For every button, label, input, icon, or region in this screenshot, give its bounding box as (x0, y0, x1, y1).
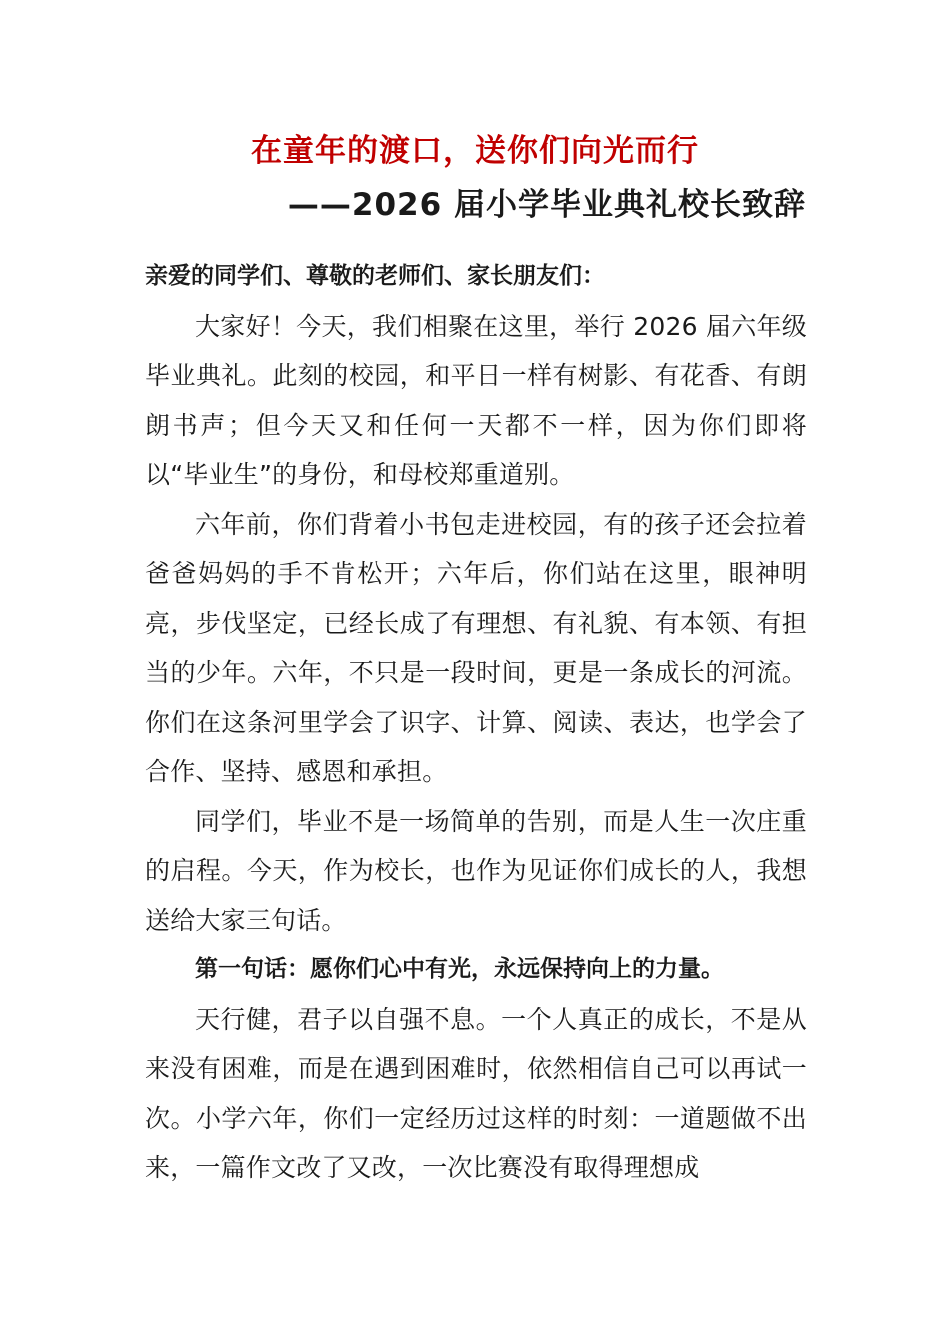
paragraph: 大家好！今天，我们相聚在这里，举行 2026 届六年级毕业典礼。此刻的校园，和平日一样有树影、有花香、有朗朗书声；但今天又和任何一天都不一样，因为你们即将以“毕业生”的身份，和母校郑重道别。 (145, 311, 807, 489)
paragraph: 天行健，君子以自强不息。一个人真正的成长，不是从来没有困难，而是在遇到困难时，依然相信自己可以再试一次。小学六年，你们一定经历过这样的时刻：一道题做不出来，一篇作文改了又改，一次比赛没有取得理想成 (145, 1004, 807, 1182)
paragraph: 同学们，毕业不是一场简单的告别，而是人生一次庄重的启程。今天，作为校长，也作为见证你们成长的人，我想送给大家三句话。 (145, 806, 807, 935)
document-subtitle: ——2026 届小学毕业典礼校长致辞 (287, 187, 806, 223)
salutation: 亲爱的同学们、尊敬的老师们、家长朋友们： (145, 263, 605, 289)
paragraph: 六年前，你们背着小书包走进校园，有的孩子还会拉着爸爸妈妈的手不肯松开；六年后，你们站在这里，眼神明亮，步伐坚定，已经长成了有理想、有礼貌、有本领、有担当的少年。六年，不只是一段时间，更是一条成长的河流。你们在这条河里学会了识字、计算、阅读、表达，也学会了合作、坚持、感恩和承担。 (145, 509, 807, 786)
section-heading: 第一句话：愿你们心中有光，永远保持向上的力量。 (195, 956, 724, 982)
document-title: 在童年的渡口，送你们向光而行 (251, 133, 699, 169)
document-body (145, 252, 807, 1193)
